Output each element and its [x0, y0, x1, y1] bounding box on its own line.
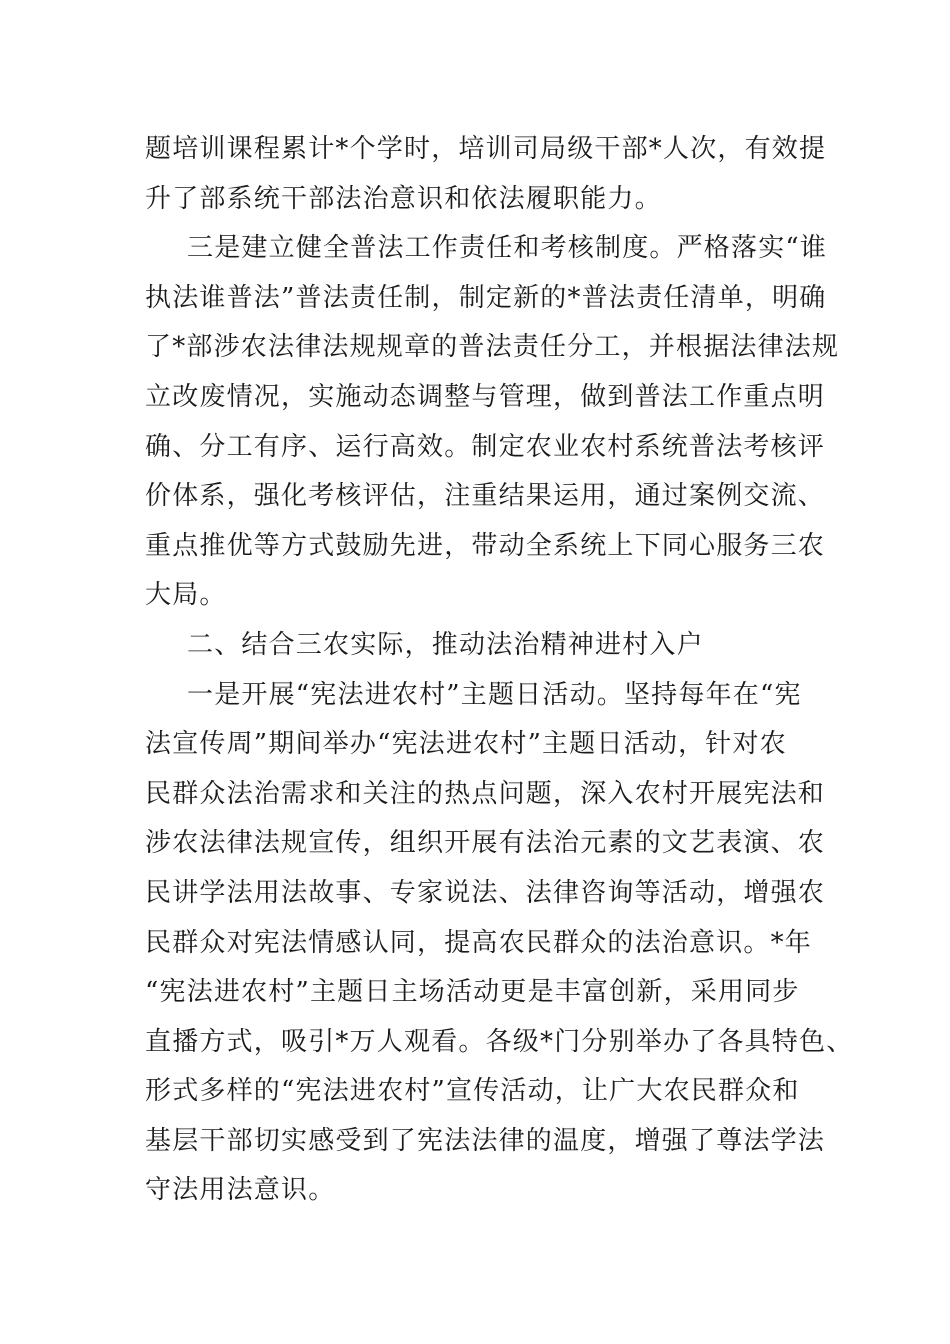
- text-line: 直播方式，吸引*万人观看。各级*门分别举办了各具特色、: [145, 1026, 854, 1057]
- text-line: 民群众对宪法情感认同，提高农民群众的法治意识。*年: [145, 927, 813, 958]
- text-line: 法宣传周”期间举办“宪法进农村”主题日活动，针对农: [145, 729, 787, 760]
- section-heading: 二、结合三农实际，推动法治精神进村入户: [187, 629, 704, 660]
- document-body: [145, 125, 854, 1216]
- text-line: 民群众法治需求和关注的热点问题，深入农村开展宪法和: [145, 778, 826, 809]
- text-line: 题培训课程累计*个学时，培训司局级干部*人次，有效提: [145, 134, 827, 164]
- text-line: “宪法进农村”主题日主场活动更是丰富创新，采用同步: [145, 977, 800, 1008]
- paragraph-start-line: 三是建立健全普法工作责任和考核制度。严格落实“谁: [187, 233, 828, 264]
- text-line: 立改废情况，实施动态调整与管理，做到普法工作重点明: [145, 381, 826, 412]
- text-line: 价体系，强化考核评估，注重结果运用，通过案例交流、: [145, 481, 826, 512]
- text-line: 守法用法意识。: [145, 1175, 336, 1206]
- text-line: 执法谁普法”普法责任制，制定新的*普法责任清单，明确: [145, 282, 827, 313]
- text-line: 了*部涉农法律法规规章的普法责任分工，并根据法律法规: [145, 332, 840, 363]
- text-line: 升了部系统干部法治意识和依法履职能力。: [145, 183, 662, 214]
- text-line: 民讲学法用法故事、专家说法、法律咨询等活动，增强农: [145, 877, 826, 908]
- text-line: 大局。: [145, 580, 227, 611]
- text-line: 涉农法律法规宣传，组织开展有法治元素的文艺表演、农: [145, 828, 826, 859]
- paragraph-start-line: 一是开展“宪法进农村”主题日活动。坚持每年在“宪: [187, 679, 802, 710]
- text-line: 重点推优等方式鼓励先进，带动全系统上下同心服务三农: [145, 530, 826, 561]
- text-line: 形式多样的“宪法进农村”宣传活动，让广大农民群众和: [145, 1076, 800, 1107]
- text-line: 确、分工有序、运行高效。制定农业农村系统普法考核评: [145, 431, 826, 462]
- text-line: 基层干部切实感受到了宪法法律的温度，增强了尊法学法: [145, 1125, 826, 1156]
